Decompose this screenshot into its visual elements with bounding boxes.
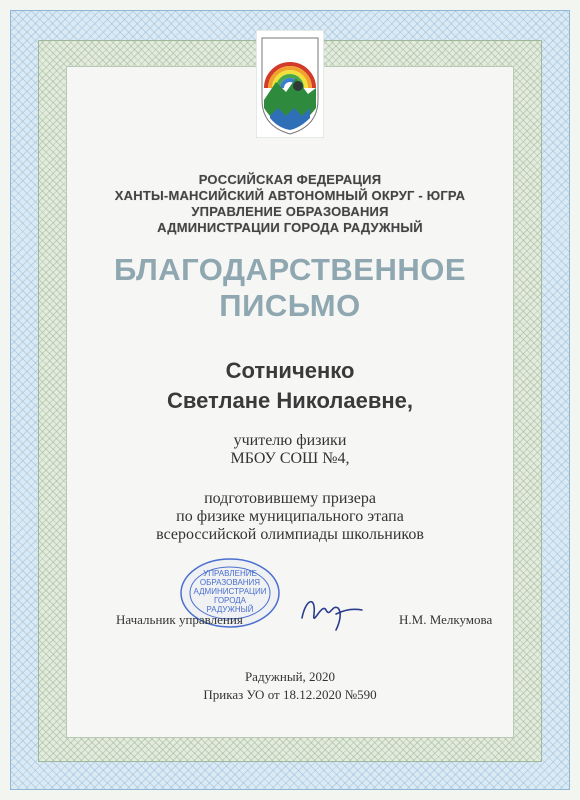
- signatory-name: Н.М. Мелкумова: [399, 612, 493, 627]
- signatory-title: Начальник управления: [116, 612, 243, 627]
- position-line-2: МБОУ СОШ №4,: [230, 450, 350, 467]
- stamp-line-5: РАДУЖНЫЙ: [206, 605, 254, 614]
- recipient-surname: Сотниченко: [225, 358, 355, 383]
- header-line-country: РОССИЙСКАЯ ФЕДЕРАЦИЯ: [198, 172, 382, 187]
- reason-line-2: по физике муниципального этапа: [176, 508, 404, 525]
- order-reference: Приказ УО от 18.12.2020 №590: [203, 687, 377, 702]
- city-coat-of-arms-icon: [256, 30, 324, 138]
- stamp-line-1: УПРАВЛЕНИЕ: [203, 569, 257, 578]
- position-line-1: учителю физики: [233, 432, 347, 449]
- title-line-1: БЛАГОДАРСТВЕННОЕ: [113, 252, 467, 287]
- issuer-header: [80, 172, 500, 236]
- recipient-given-names: Светлане Николаевне,: [166, 388, 414, 413]
- document-title: [60, 252, 520, 324]
- reason-line-1: подготовившему призера: [204, 490, 376, 507]
- certificate-body-text: [90, 432, 490, 544]
- header-line-administration: АДМИНИСТРАЦИИ ГОРОДА РАДУЖНЫЙ: [157, 220, 423, 235]
- title-line-2: ПИСЬМО: [219, 288, 361, 323]
- signature-row: [0, 612, 580, 632]
- header-line-department: УПРАВЛЕНИЕ ОБРАЗОВАНИЯ: [191, 204, 389, 219]
- place-and-year: Радужный, 2020: [244, 669, 336, 684]
- header-line-region: ХАНТЫ-МАНСИЙСКИЙ АВТОНОМНЫЙ ОКРУГ - ЮГРА: [114, 188, 466, 203]
- stamp-line-3: АДМИНИСТРАЦИИ: [193, 587, 267, 596]
- recipient-name: [60, 356, 520, 416]
- stamp-line-4: ГОРОДА: [213, 596, 247, 605]
- certificate-footer: [90, 668, 490, 704]
- reason-line-3: всероссийской олимпиады школьников: [156, 526, 424, 543]
- stamp-line-2: ОБРАЗОВАНИЯ: [199, 578, 261, 587]
